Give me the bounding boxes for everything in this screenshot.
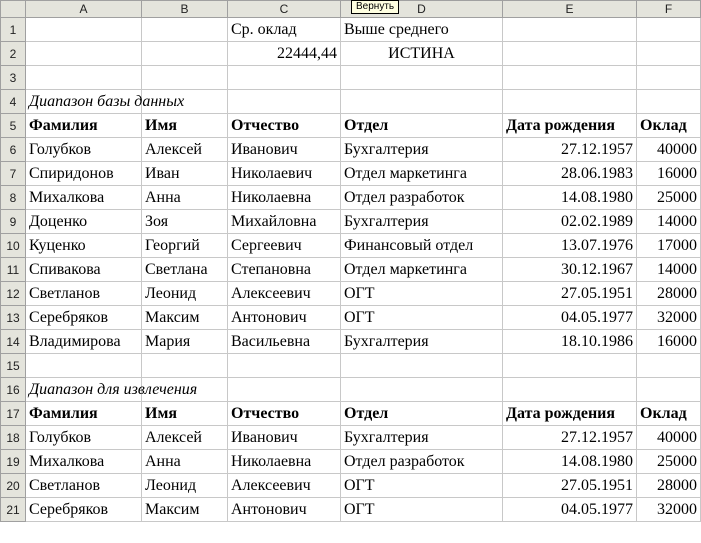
cell-c9[interactable]: Михайловна [228, 210, 341, 234]
cell-d10[interactable]: Финансовый отдел [341, 234, 503, 258]
cell-d15[interactable] [341, 354, 503, 378]
cell-c3[interactable] [228, 66, 341, 90]
cell-d8[interactable]: Отдел разработок [341, 186, 503, 210]
cell-c4[interactable] [228, 90, 341, 114]
cell-d14[interactable]: Бухгалтерия [341, 330, 503, 354]
cell-a8[interactable]: Михалкова [26, 186, 142, 210]
cell-a6[interactable]: Голубков [26, 138, 142, 162]
cell-e8[interactable]: 14.08.1980 [503, 186, 637, 210]
sheet-row [1, 114, 701, 138]
cell-e18[interactable]: 27.12.1957 [503, 426, 637, 450]
row-header[interactable]: 4 [1, 90, 26, 114]
cell-f21[interactable]: 32000 [637, 498, 701, 522]
cell-c19[interactable]: Николаевна [228, 450, 341, 474]
cell-a12[interactable]: Светланов [26, 282, 142, 306]
sheet-row [1, 426, 701, 450]
cell-e20[interactable]: 27.05.1951 [503, 474, 637, 498]
cell-e15[interactable] [503, 354, 637, 378]
cell-e10[interactable]: 13.07.1976 [503, 234, 637, 258]
sheet-row [1, 354, 701, 378]
cell-d3[interactable] [341, 66, 503, 90]
cell-a18[interactable]: Голубков [26, 426, 142, 450]
column-header-d[interactable]: D [341, 1, 503, 18]
cell-e2[interactable] [503, 42, 637, 66]
cell-a13[interactable]: Серебряков [26, 306, 142, 330]
row-header[interactable]: 10 [1, 234, 26, 258]
sheet-row [1, 498, 701, 522]
cell-d1[interactable]: Выше среднего [341, 18, 503, 42]
cell-e1[interactable] [503, 18, 637, 42]
cell-c5[interactable]: Отчество [228, 114, 341, 138]
cell-f7[interactable]: 16000 [637, 162, 701, 186]
cell-b18[interactable]: Алексей [142, 426, 228, 450]
cell-f9[interactable]: 14000 [637, 210, 701, 234]
cell-c12[interactable]: Алексеевич [228, 282, 341, 306]
cell-a14[interactable]: Владимирова [26, 330, 142, 354]
cell-d9[interactable]: Бухгалтерия [341, 210, 503, 234]
cell-d19[interactable]: Отдел разработок [341, 450, 503, 474]
cell-f17[interactable]: Оклад [637, 402, 701, 426]
sheet-row [1, 330, 701, 354]
cell-f15[interactable] [637, 354, 701, 378]
row-header[interactable]: 15 [1, 354, 26, 378]
cell-f13[interactable]: 32000 [637, 306, 701, 330]
cell-f6[interactable]: 40000 [637, 138, 701, 162]
cell-f18[interactable]: 40000 [637, 426, 701, 450]
sheet-row [1, 66, 701, 90]
row-header[interactable]: 11 [1, 258, 26, 282]
cell-d6[interactable]: Бухгалтерия [341, 138, 503, 162]
row-header[interactable]: 5 [1, 114, 26, 138]
sheet-row [1, 378, 701, 402]
row-header[interactable]: 14 [1, 330, 26, 354]
cell-b14[interactable]: Мария [142, 330, 228, 354]
cell-b11[interactable]: Светлана [142, 258, 228, 282]
cell-b2[interactable] [142, 42, 228, 66]
cell-b20[interactable]: Леонид [142, 474, 228, 498]
cell-e3[interactable] [503, 66, 637, 90]
sheet-row [1, 282, 701, 306]
cell-d7[interactable]: Отдел маркетинга [341, 162, 503, 186]
row-header[interactable]: 16 [1, 378, 26, 402]
cell-a7[interactable]: Спиридонов [26, 162, 142, 186]
sheet-row [1, 18, 701, 42]
cell-b19[interactable]: Анна [142, 450, 228, 474]
cell-e4[interactable] [503, 90, 637, 114]
cell-a5[interactable]: Фамилия [26, 114, 142, 138]
sheet-row [1, 210, 701, 234]
sheet-row [1, 474, 701, 498]
cell-f2[interactable] [637, 42, 701, 66]
cell-e17[interactable]: Дата рождения [503, 402, 637, 426]
cell-f14[interactable]: 16000 [637, 330, 701, 354]
sheet-row [1, 162, 701, 186]
sheet-row [1, 138, 701, 162]
row-header[interactable]: 1 [1, 18, 26, 42]
row-header[interactable]: 8 [1, 186, 26, 210]
cell-a4[interactable]: Диапазон базы данных [26, 90, 142, 114]
cell-e11[interactable]: 30.12.1967 [503, 258, 637, 282]
cell-b12[interactable]: Леонид [142, 282, 228, 306]
cell-d4[interactable] [341, 90, 503, 114]
cell-a3[interactable] [26, 66, 142, 90]
cell-d17[interactable]: Отдел [341, 402, 503, 426]
cell-b21[interactable]: Максим [142, 498, 228, 522]
cell-d20[interactable]: ОГТ [341, 474, 503, 498]
cell-f3[interactable] [637, 66, 701, 90]
cell-c2[interactable]: 22444,44 [228, 42, 341, 66]
cell-f16[interactable] [637, 378, 701, 402]
sheet-row [1, 186, 701, 210]
cell-c8[interactable]: Николаевна [228, 186, 341, 210]
row-header[interactable]: 13 [1, 306, 26, 330]
cell-a2[interactable] [26, 42, 142, 66]
cell-e14[interactable]: 18.10.1986 [503, 330, 637, 354]
cell-d11[interactable]: Отдел маркетинга [341, 258, 503, 282]
cell-c1[interactable]: Ср. оклад [228, 18, 341, 42]
cell-a1[interactable] [26, 18, 142, 42]
cell-f19[interactable]: 25000 [637, 450, 701, 474]
sheet-row [1, 42, 701, 66]
cell-b10[interactable]: Георгий [142, 234, 228, 258]
row-header[interactable]: 2 [1, 42, 26, 66]
cell-b17[interactable]: Имя [142, 402, 228, 426]
cell-a9[interactable]: Доценко [26, 210, 142, 234]
row-header[interactable]: 21 [1, 498, 26, 522]
cell-f4[interactable] [637, 90, 701, 114]
cell-a10[interactable]: Куценко [26, 234, 142, 258]
cell-b5[interactable]: Имя [142, 114, 228, 138]
row-header[interactable]: 19 [1, 450, 26, 474]
column-header-b[interactable]: B [142, 1, 228, 18]
cell-c15[interactable] [228, 354, 341, 378]
cell-f5[interactable]: Оклад [637, 114, 701, 138]
sheet-row [1, 234, 701, 258]
cell-c17[interactable]: Отчество [228, 402, 341, 426]
row-header[interactable]: 6 [1, 138, 26, 162]
cell-f20[interactable]: 28000 [637, 474, 701, 498]
cell-d18[interactable]: Бухгалтерия [341, 426, 503, 450]
cell-f10[interactable]: 17000 [637, 234, 701, 258]
sheet-row [1, 90, 701, 114]
cell-e21[interactable]: 04.05.1977 [503, 498, 637, 522]
column-header-c[interactable]: C [228, 1, 341, 18]
cell-b13[interactable]: Максим [142, 306, 228, 330]
cell-c7[interactable]: Николаевич [228, 162, 341, 186]
sheet-row [1, 402, 701, 426]
sheet-row [1, 258, 701, 282]
cell-a19[interactable]: Михалкова [26, 450, 142, 474]
row-header[interactable]: 20 [1, 474, 26, 498]
row-header[interactable]: 18 [1, 426, 26, 450]
select-all-corner[interactable] [1, 1, 26, 18]
row-header[interactable]: 3 [1, 66, 26, 90]
cell-c16[interactable] [228, 378, 341, 402]
sheet-row [1, 306, 701, 330]
column-header-a[interactable]: A [26, 1, 142, 18]
cell-a15[interactable] [26, 354, 142, 378]
cell-e19[interactable]: 14.08.1980 [503, 450, 637, 474]
cell-c13[interactable]: Антонович [228, 306, 341, 330]
cell-b15[interactable] [142, 354, 228, 378]
cell-a16[interactable]: Диапазон для извлечения [26, 378, 142, 402]
cell-f8[interactable]: 25000 [637, 186, 701, 210]
cell-d12[interactable]: ОГТ [341, 282, 503, 306]
cell-f1[interactable] [637, 18, 701, 42]
cell-e13[interactable]: 04.05.1977 [503, 306, 637, 330]
cell-f12[interactable]: 28000 [637, 282, 701, 306]
cell-b3[interactable] [142, 66, 228, 90]
cell-c10[interactable]: Сергеевич [228, 234, 341, 258]
row-header[interactable]: 7 [1, 162, 26, 186]
cell-e9[interactable]: 02.02.1989 [503, 210, 637, 234]
column-header-e[interactable]: E [503, 1, 637, 18]
cell-b9[interactable]: Зоя [142, 210, 228, 234]
cell-d16[interactable] [341, 378, 503, 402]
cell-e16[interactable] [503, 378, 637, 402]
cell-d21[interactable]: ОГТ [341, 498, 503, 522]
row-header[interactable]: 12 [1, 282, 26, 306]
column-header-f[interactable]: F [637, 1, 701, 18]
row-header[interactable]: 9 [1, 210, 26, 234]
cell-b1[interactable] [142, 18, 228, 42]
cell-b6[interactable]: Алексей [142, 138, 228, 162]
cell-c11[interactable]: Степановна [228, 258, 341, 282]
cell-d13[interactable]: ОГТ [341, 306, 503, 330]
cell-a17[interactable]: Фамилия [26, 402, 142, 426]
cell-e7[interactable]: 28.06.1983 [503, 162, 637, 186]
cell-c14[interactable]: Васильевна [228, 330, 341, 354]
cell-c6[interactable]: Иванович [228, 138, 341, 162]
cell-c18[interactable]: Иванович [228, 426, 341, 450]
cell-e5[interactable]: Дата рождения [503, 114, 637, 138]
cell-b8[interactable]: Анна [142, 186, 228, 210]
cell-b7[interactable]: Иван [142, 162, 228, 186]
cell-d5[interactable]: Отдел [341, 114, 503, 138]
cell-e6[interactable]: 27.12.1957 [503, 138, 637, 162]
cell-a21[interactable]: Серебряков [26, 498, 142, 522]
cell-c21[interactable]: Антонович [228, 498, 341, 522]
cell-f11[interactable]: 14000 [637, 258, 701, 282]
cell-a20[interactable]: Светланов [26, 474, 142, 498]
cell-e12[interactable]: 27.05.1951 [503, 282, 637, 306]
cell-d2[interactable]: ИСТИНА [341, 42, 503, 66]
cell-a11[interactable]: Спивакова [26, 258, 142, 282]
undo-tooltip: Вернуть [351, 0, 399, 14]
sheet-row [1, 450, 701, 474]
row-header[interactable]: 17 [1, 402, 26, 426]
cell-c20[interactable]: Алексеевич [228, 474, 341, 498]
